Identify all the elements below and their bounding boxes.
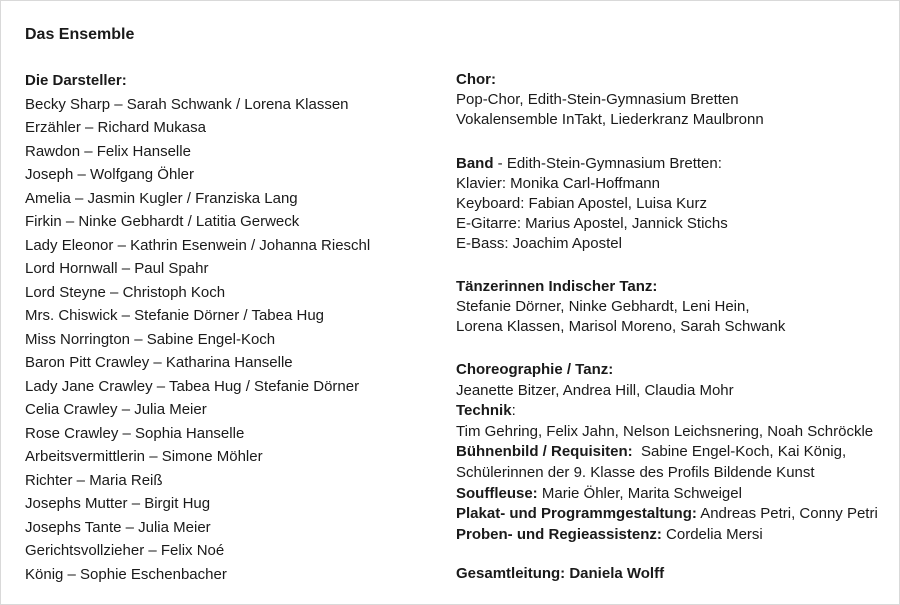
cast-entry: Josephs Tante – Julia Meier — [25, 518, 211, 536]
crew-line-bold: Souffleuse: — [456, 484, 538, 502]
crew-line-rest: Cordelia Mersi — [661, 525, 763, 543]
dancers-heading: Tänzerinnen Indischer Tanz: — [456, 278, 658, 295]
cast-entry: Amelia – Jasmin Kugler / Franziska Lang — [25, 189, 298, 207]
crew-line-rest: Tim Gehring, Felix Jahn, Nelson Leichsnering, Noah Schröckle — [456, 422, 874, 440]
chor-block — [456, 70, 896, 130]
cast-entry: Lady Jane Crawley – Tabea Hug / Stefanie Dörner — [25, 377, 360, 395]
cast-entry: Baron Pitt Crawley – Katharina Hanselle — [25, 354, 293, 371]
cast-entry: Lord Hornwall – Paul Spahr — [25, 260, 209, 277]
page-title: Das Ensemble — [25, 26, 135, 43]
crew-line-rest: Schülerinnen der 9. Klasse des Profils Bildende Kunst — [456, 463, 815, 481]
cast-entry: Firkin – Ninke Gebhardt / Latitia Gerweck — [25, 213, 300, 230]
cast-entry: Rawdon – Felix Hanselle — [25, 142, 191, 160]
band-line: E-Bass: Joachim Apostel — [456, 235, 622, 252]
band-heading-bold: Band — [456, 155, 494, 172]
chor-line: Vokalensemble InTakt, Liederkranz Maulbronn — [456, 111, 764, 128]
dancers-line: Stefanie Dörner, Ninke Gebhardt, Leni Hein, — [456, 298, 750, 315]
crew-line — [456, 504, 896, 525]
crew-line — [456, 381, 896, 402]
cast-entry: Josephs Mutter – Birgit Hug — [25, 495, 211, 512]
band-heading-rest: - Edith-Stein-Gymnasium Bretten: — [493, 155, 722, 172]
band-line: Klavier: Monika Carl-Hoffmann — [456, 175, 660, 192]
crew-block — [456, 360, 896, 545]
cast-entry: Lord Steyne – Christoph Koch — [25, 283, 226, 301]
cast-entry: Rose Crawley – Sophia Hanselle — [25, 424, 245, 442]
gesamtleitung-text: Gesamtleitung: Daniela Wolff — [456, 565, 665, 582]
crew-line-bold: Plakat- und Programmgestaltung: — [456, 505, 697, 523]
crew-line-bold: Proben- und Regieassistenz: — [456, 525, 662, 543]
cast-entry: König – Sophie Eschenbacher — [25, 565, 227, 583]
crew-line-rest: Jeanette Bitzer, Andrea Hill, Claudia Mohr — [456, 381, 734, 399]
cast-entry: Joseph – Wolfgang Öhler — [25, 166, 194, 183]
crew-line-bold: Bühnenbild / Requisiten: — [456, 443, 633, 461]
cast-entry: Mrs. Chiswick – Stefanie Dörner / Tabea Hug — [25, 307, 325, 324]
crew-line-rest: : — [511, 402, 516, 420]
crew-line-rest: Marie Öhler, Marita Schweigel — [537, 484, 742, 502]
cast-entry: Celia Crawley – Julia Meier — [25, 401, 207, 418]
cast-entry: Lady Eleonor – Kathrin Esenwein / Johanna Rieschl — [25, 236, 371, 254]
cast-section — [25, 69, 445, 586]
crew-line — [456, 360, 896, 381]
dancers-line: Lorena Klassen, Marisol Moreno, Sarah Schwank — [456, 318, 786, 335]
cast-entry: Gerichtsvollzieher – Felix Noé — [25, 542, 225, 559]
chor-line: Pop-Chor, Edith-Stein-Gymnasium Bretten — [456, 91, 739, 108]
crew-line-bold: Choreographie / Tanz: — [456, 361, 614, 378]
band-heading — [456, 154, 896, 174]
gesamtleitung-line — [456, 564, 896, 584]
cast-entry: Erzähler – Richard Mukasa — [25, 119, 206, 136]
crew-line — [456, 525, 896, 546]
band-line: E-Gitarre: Marius Apostel, Jannick Stichs — [456, 215, 728, 232]
cast-heading: Die Darsteller: — [25, 72, 127, 89]
cast-entry: Richter – Maria Reiß — [25, 471, 163, 489]
cast-entry: Becky Sharp – Sarah Schwank / Lorena Klassen — [25, 95, 349, 113]
crew-line — [456, 422, 896, 443]
band-block — [456, 154, 896, 254]
cast-entry: Arbeitsvermittlerin – Simone Möhler — [25, 448, 263, 465]
crew-line-rest: Sabine Engel-Koch, Kai König, — [632, 443, 847, 461]
chor-heading: Chor: — [456, 71, 496, 88]
crew-line — [456, 463, 896, 484]
crew-line — [456, 401, 896, 422]
crew-line — [456, 442, 896, 463]
dancers-block — [456, 277, 896, 337]
crew-line — [456, 484, 896, 505]
crew-line-bold: Technik — [456, 402, 512, 420]
cast-entry: Miss Norrington – Sabine Engel-Koch — [25, 330, 276, 348]
band-line: Keyboard: Fabian Apostel, Luisa Kurz — [456, 195, 707, 212]
crew-line-rest: Andreas Petri, Conny Petri — [696, 505, 878, 523]
